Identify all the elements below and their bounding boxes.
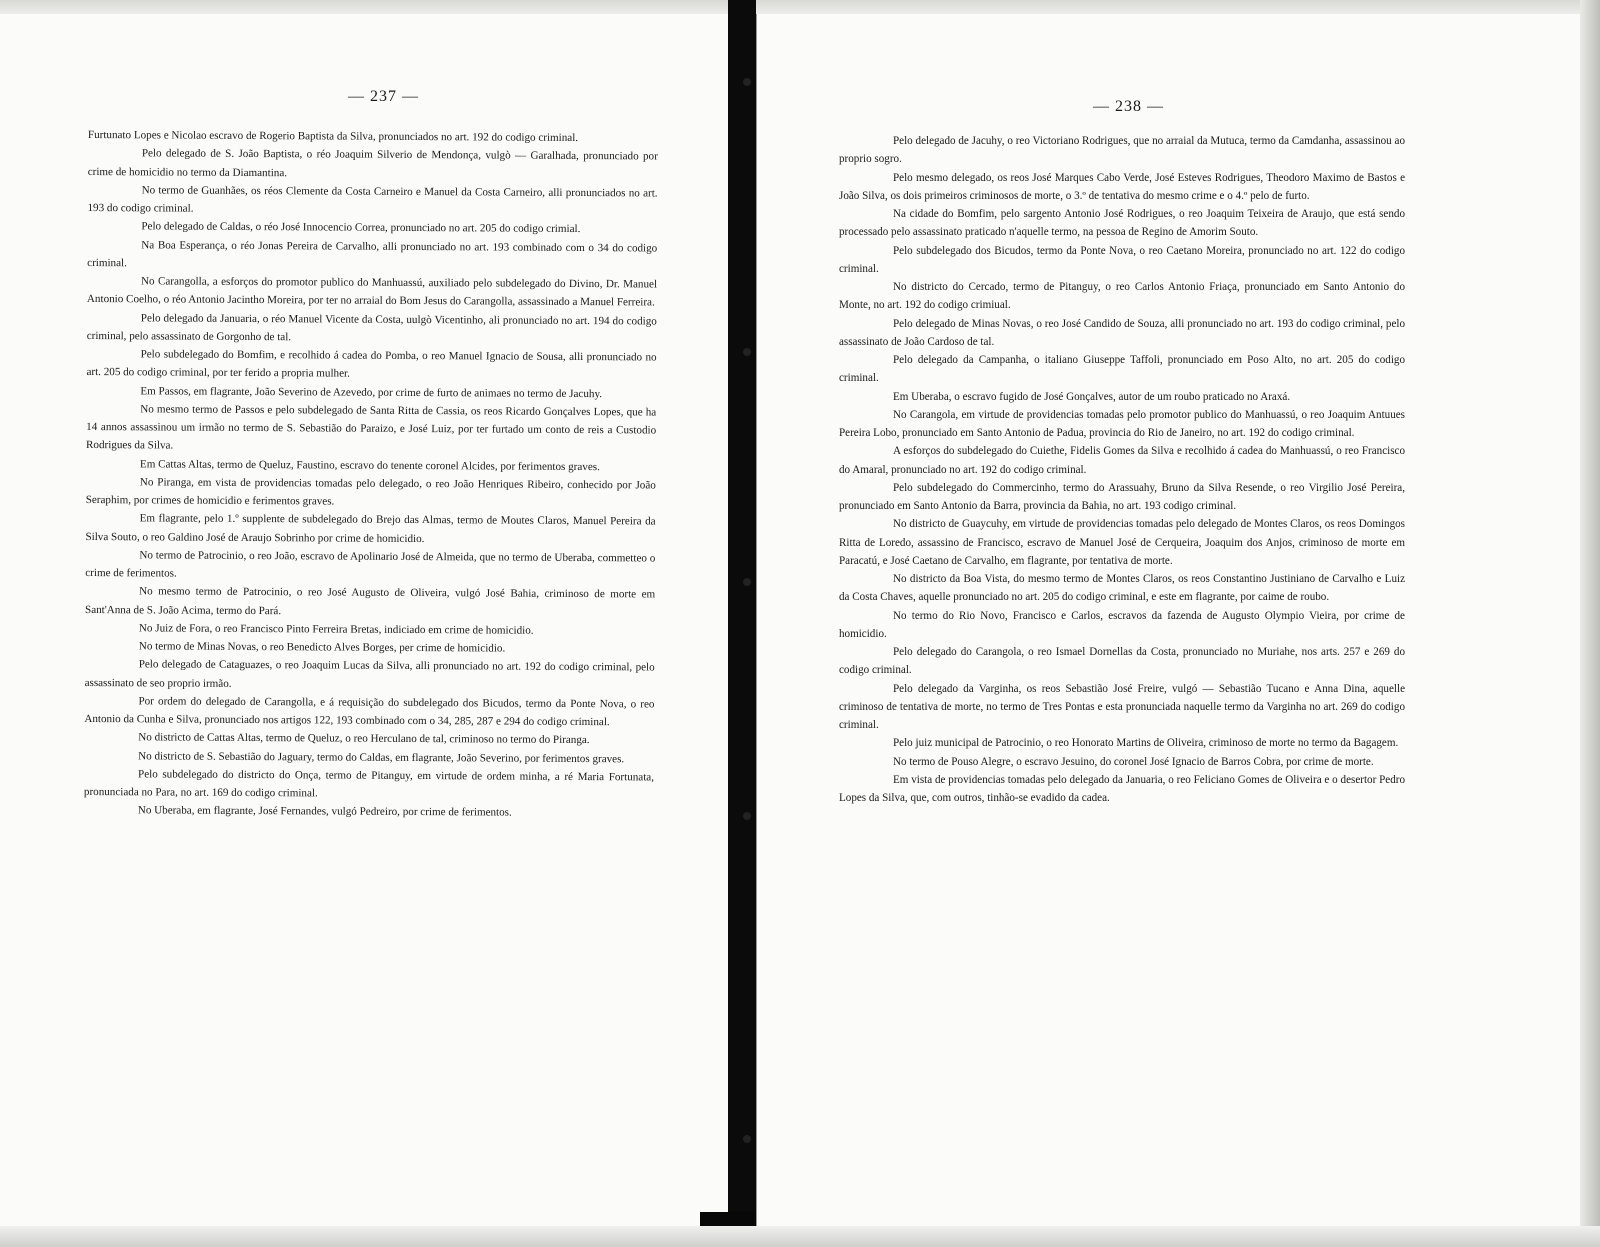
text-paragraph: Pelo delegado da Januaria, o réo Manuel Vicente da Costa, uulgò Vicentinho, ali pronunciado no art. 194 do codigo criminal, pelo assassinato de Gorgonho de tal. (86, 311, 657, 343)
text-paragraph: No Carangola, em virtude de providencias tomadas pelo promotor publico do Manhuassú, o reo Joaquim Antuues Pereira Lobo, pronunciado em Santo Antonio de Padua, provincia do Rio de Janeiro, no art. 192 do codigo criminal. (839, 408, 1405, 439)
binding-hole (743, 78, 751, 86)
text-paragraph: No districto da Boa Vista, do mesmo termo de Montes Claros, os reos Constantino Justiniano de Carvalho e Luiz da Costa Chaves, aquelle pronunciado no art. 205 do codigo criminal, e este em flagrante, por caime de roubo. (839, 573, 1405, 604)
text-paragraph: No mesmo termo de Passos e pelo subdelegado de Santa Ritta de Cassia, os reos Ricardo Gonçalves Lopes, que ha 14 annos assassinou um irmão no termo de S. Sebastião do Paraizo, e José Luiz, por ter furtado um conto de reis a Custodio Rodrigues da Silva. (86, 403, 657, 452)
text-paragraph: Pelo delegado da Campanha, o italiano Giuseppe Taffoli, pronunciado em Poso Alto, no art. 205 do codigo criminal. (839, 354, 1405, 385)
page-number: — 238 — (1093, 98, 1164, 115)
text-paragraph: Em Uberaba, o escravo fugido de José Gonçalves, autor de um roubo praticado no Araxá. (893, 390, 1291, 403)
right-page-text (839, 132, 1405, 807)
text-paragraph: Pelo delegado de Cataguazes, o reo Joaquim Lucas da Silva, alli pronunciado no art. 192 do codigo criminal, pelo assassinato de seo proprio irmão. (84, 658, 655, 690)
text-paragraph: Em flagrante, pelo 1.º supplente de subdelegado do Brejo das Almas, termo de Moutes Claros, Manuel Pereira da Silva Souto, o reo Galdino José de Araujo Sobrinho por crime de homicidio. (85, 512, 656, 545)
binding-hole (743, 812, 751, 820)
text-paragraph: Pelo delegado de Minas Novas, o reo José Candido de Souza, alli pronunciado no art. 193 do codigo criminal, pelo assassinato de João Cardoso de tal. (839, 317, 1405, 348)
text-paragraph: No termo de Pouso Alegre, o escravo Jesuino, do coronel José Ignacio de Barros Cobra, por crime de morte. (893, 755, 1374, 768)
text-paragraph: No mesmo termo de Patrocinio, o reo José Augusto de Oliveira, vulgó José Bahia, criminoso de morte em Sant'Anna de S. João Acima, termo do Pará. (85, 585, 656, 617)
binding-thread (743, 0, 753, 1247)
text-paragraph: No termo de Patrocinio, o reo João, escravo de Apolinario José de Almeida, que no termo de Uberaba, commetteo o crime de ferimentos. (85, 549, 656, 580)
scan-right-edge (1580, 0, 1600, 1247)
text-paragraph: No Uberaba, em flagrante, José Fernandes, vulgó Pedreiro, por crime de ferimentos. (137, 804, 512, 819)
left-page (0, 14, 729, 1229)
page-number: — 237 — (348, 88, 419, 105)
text-paragraph: No termo do Rio Novo, Francisco e Carlos, escravos da fazenda de Augusto Olympio Vieira, por crime de homicidio. (839, 609, 1405, 640)
right-page (756, 14, 1597, 1229)
binding-hole (743, 348, 751, 356)
text-paragraph: Em vista de providencias tomadas pelo delegado da Januaria, o reo Feliciano Gomes de Oliveira e o desertor Pedro Lopes da Silva, que, com outros, tinhão-se evadido da cadea. (839, 773, 1405, 804)
text-paragraph: Em Passos, em flagrante, João Severino de Azevedo, por crime de furto de animaes no termo de Jacuhy. (140, 384, 603, 400)
text-paragraph: Pelo delegado do Carangola, o reo Ismael Dornellas da Costa, pronunciado no Muriahe, nos arts. 257 e 269 do codigo criminal. (839, 646, 1405, 677)
binding-hole (743, 578, 751, 586)
text-paragraph: No districto de S. Sebastião do Jaguary, termo do Caldas, em flagrante, João Severino, por ferimentos graves. (138, 749, 625, 765)
text-paragraph: No districto do Cercado, termo de Pitanguy, o reo Carlos Antonio Friaça, pronunciado em Santo Antonio do Monte, no art. 192 do codigo crimiual. (839, 281, 1405, 312)
text-paragraph: Pelo delegado de Caldas, o réo José Innocencio Correa, pronunciado no art. 205 do codigo crimial. (141, 220, 581, 236)
text-paragraph: Pelo delegado de Jacuhy, o reo Victoriano Rodrigues, que no arraial da Mutuca, termo da Camdanha, assassinou ao proprio sogro. (839, 135, 1405, 166)
text-paragraph: Em Cattas Altas, termo de Queluz, Faustino, escravo do tenente coronel Alcides, por ferimentos graves. (139, 457, 600, 473)
text-paragraph: Pelo subdelegado dos Bicudos, termo da Ponte Nova, o reo Caetano Moreira, pronunciado no art. 122 do codigo criminal. (839, 244, 1405, 275)
text-paragraph: No termo de Guanhães, os réos Clemente da Costa Carneiro e Manuel da Costa Carneiro, alli pronunciados no art. 193 do codigo criminal. (87, 184, 658, 215)
text-paragraph: Pelo juiz municipal de Patrocinio, o reo Honorato Martins de Oliveira, criminoso de morte no termo da Bagagem. (893, 737, 1399, 750)
text-paragraph: Pelo subdelegado do Bomfim, e recolhido á cadea do Pomba, o reo Manuel Ignacio de Sousa, alli pronunciado no art. 205 do codigo criminal, por ter ferido a propria mulher. (86, 348, 657, 380)
text-paragraph: No Piranga, em vista de providencias tomadas pelo delegado, o reo João Henriques Ribeiro, conhecido por João Seraphim, por crimes de homicidio e ferimentos graves. (85, 476, 656, 508)
left-page-text (84, 126, 658, 823)
text-paragraph: Na Boa Esperança, o réo Jonas Pereira de Carvalho, alli pronunciado no art. 193 combinado com o 34 do codigo criminal. (87, 238, 658, 269)
text-paragraph: A esforços do subdelegado do Cuiethe, Fidelis Gomes da Silva e recolhido á cadea do Manhuassú, o reo Francisco do Amaral, pronunciado no art. 192 do codigo criminal. (839, 445, 1405, 476)
text-paragraph: Furtunato Lopes e Nicolao escravo de Rogerio Baptista da Silva, pronunciados no art. 192 do codigo criminal. (87, 128, 579, 144)
text-paragraph: No Carangolla, a esforços do promotor publico do Manhuassú, auxiliado pelo subdelegado do Divino, Dr. Manuel Antonio Coelho, o réo Antonio Jacintho Moreira, por ter no arraial do Bom Jesus do Carangolla, assassinado a Manuel Ferreira. (86, 275, 658, 309)
text-paragraph: Pelo subdelegado do districto do Onça, termo de Pitanguy, em virtude de ordem minha, a ré Maria Fortunata, pronunciada no Para, no art. 169 do codigo criminal. (83, 768, 655, 800)
text-paragraph: Pelo delegado da Varginha, os reos Sebastião José Freire, vulgó — Sebastião Tucano e Anna Dina, aquelle criminoso de tentativa de morte, no termo de Tres Pontas e esta pronunciada naquelle termo da Varginha no art. 269 do codigo criminal. (839, 682, 1405, 731)
text-paragraph: Na cidade do Bomfim, pelo sargento Antonio José Rodrigues, o reo Joaquim Teixeira de Araujo, que está sendo processado pelo assassinato praticado n'aquelle termo, na pessoa de Regino de Amorim Souto. (839, 208, 1405, 239)
text-paragraph: No districto de Cattas Altas, termo de Queluz, o reo Herculano de tal, criminoso no termo do Piranga. (138, 731, 590, 747)
scan-bottom-edge (0, 1226, 1600, 1247)
text-paragraph: Pelo subdelegado do Commercinho, termo do Arassuahy, Bruno da Silva Resende, o reo Virgilio José Pereira, pronunciado em Santo Antonio da Barra, provincia da Bahia, no art. 193 codigo criminal. (839, 481, 1405, 512)
text-paragraph: No termo de Minas Novas, o reo Benedicto Alves Borges, per crime de homicidio. (138, 640, 506, 655)
text-paragraph: No Juiz de Fora, o reo Francisco Pinto Ferreira Bretas, indiciado em crime de homicidio. (138, 622, 534, 637)
text-paragraph: Pelo mesmo delegado, os reos José Marques Cabo Verde, José Esteves Rodrigues, Theodoro Maximo de Bastos e João Silva, os dois primeiros criminosos de morte, o 3.º de tentativa do mesmo crime e o 4.º pelo de furto. (839, 171, 1405, 202)
binding-hole (743, 1135, 751, 1143)
text-paragraph: Por ordem do delegado de Carangolla, e á requisição do subdelegado dos Bicudos, termo da Ponte Nova, o reo Antonio da Cunha e Silva, pronunciado nos artigos 122, 193 combinado com o 34, 285, 287 e 294 do codigo criminal. (84, 695, 655, 729)
text-paragraph: No districto de Guaycuhy, em virtude de providencias tomadas pelo delegado de Montes Claros, os reos Domingos Ritta de Loredo, assassino de Francisco, escravo de Manuel José de Cerqueira, Joaquim dos Anjos, criminoso de morte em Paracatú, e José Caetano de Carvalho, em flagrante, por tentativa de morte. (839, 518, 1405, 567)
text-paragraph: Pelo delegado de S. João Baptista, o réo Joaquim Silverio de Mendonça, vulgò — Garalhada, pronunciado por crime de homicidio no termo da Diamantina. (87, 147, 658, 179)
